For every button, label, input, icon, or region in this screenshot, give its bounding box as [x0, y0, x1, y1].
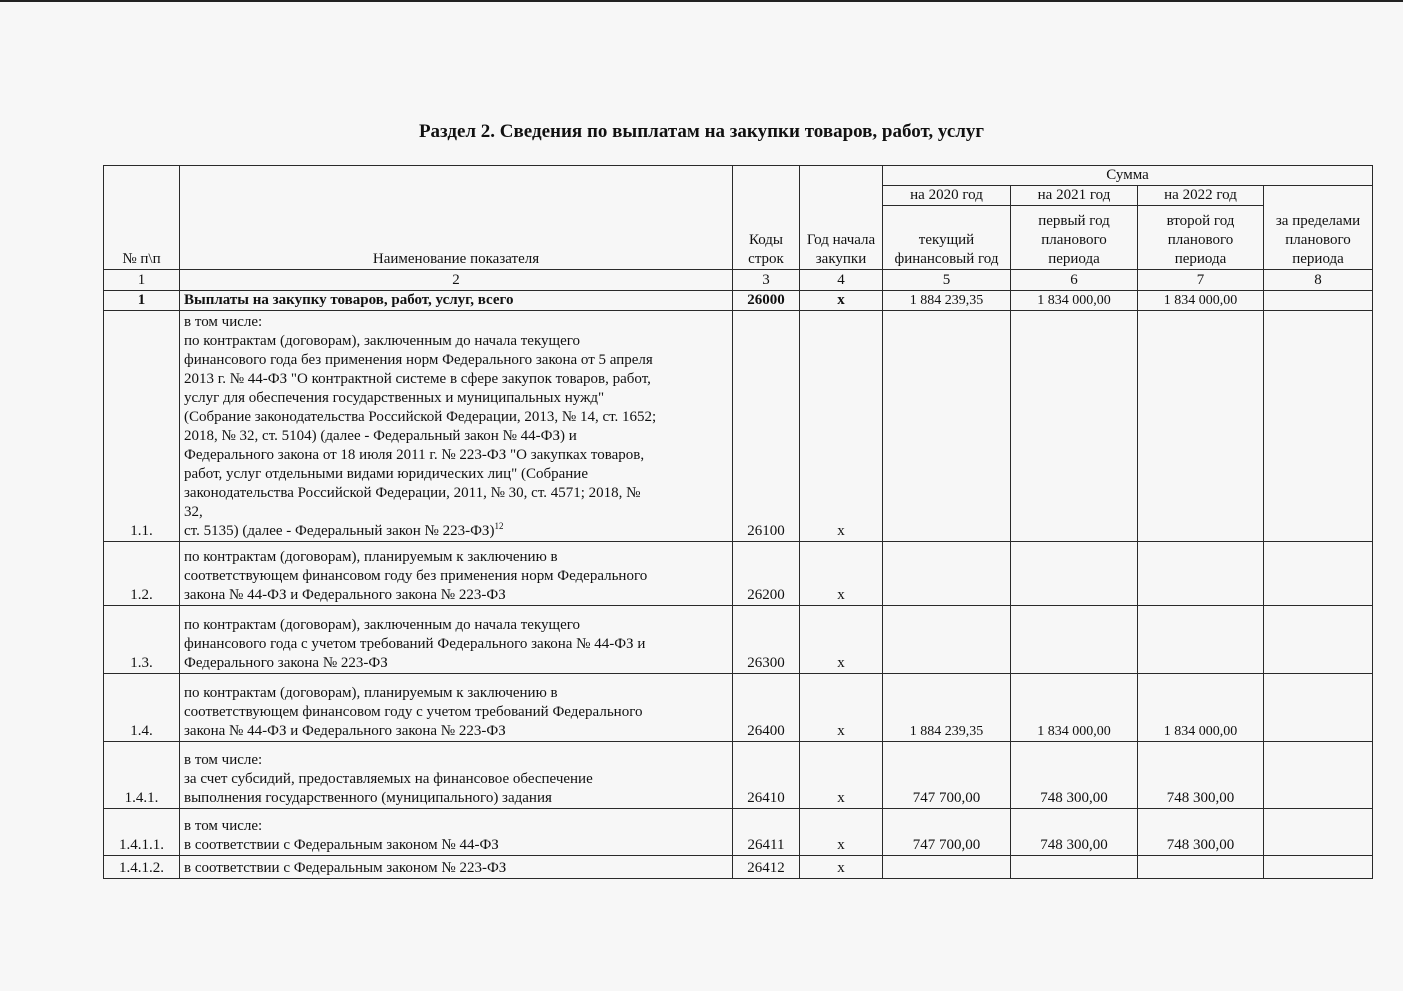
header-period-first: первый год планового периода — [1011, 206, 1138, 270]
row-sum-beyond — [1264, 742, 1373, 809]
table-row — [104, 856, 1373, 879]
row-name-line: финансового года с учетом требований Федерального закона № 44-ФЗ и — [184, 636, 646, 652]
row-name — [180, 291, 733, 311]
row-name — [180, 856, 733, 879]
row-sum-2020: 747 700,00 — [883, 809, 1011, 856]
row-start-year: x — [800, 856, 883, 879]
row-sum-2022 — [1138, 311, 1264, 542]
row-name-line: в соответствии с Федеральным законом № 223-ФЗ — [184, 860, 507, 876]
row-code: 26400 — [733, 674, 800, 742]
row-sum-2020 — [883, 606, 1011, 674]
row-sum-2020 — [883, 542, 1011, 606]
row-name — [180, 674, 733, 742]
row-sum-2022 — [1138, 856, 1264, 879]
row-code: 26000 — [733, 291, 800, 311]
row-start-year: x — [800, 542, 883, 606]
row-sum-beyond — [1264, 674, 1373, 742]
colnum-7: 7 — [1138, 270, 1264, 291]
row-name — [180, 606, 733, 674]
row-start-year: x — [800, 311, 883, 542]
colnum-3: 3 — [733, 270, 800, 291]
row-sum-2021: 1 834 000,00 — [1011, 291, 1138, 311]
row-sum-2021 — [1011, 606, 1138, 674]
row-sum-2020: 1 884 239,35 — [883, 291, 1011, 311]
row-number: 1.2. — [104, 542, 180, 606]
header-sum: Сумма — [883, 166, 1373, 186]
table-body — [104, 291, 1373, 879]
row-name-line: в соответствии с Федеральным законом № 44-ФЗ — [184, 837, 499, 853]
row-name — [180, 809, 733, 856]
row-sum-beyond — [1264, 311, 1373, 542]
header-beyond: за пределами планового периода — [1264, 186, 1373, 270]
row-number: 1.4.1.1. — [104, 809, 180, 856]
row-sum-2022: 748 300,00 — [1138, 809, 1264, 856]
purchases-table — [103, 165, 1373, 879]
colnum-4: 4 — [800, 270, 883, 291]
row-sum-2021: 1 834 000,00 — [1011, 674, 1138, 742]
row-code: 26410 — [733, 742, 800, 809]
row-sum-beyond — [1264, 606, 1373, 674]
row-name-line: Федерального закона от 18 июля 2011 г. № 223-ФЗ "О закупках товаров, — [184, 447, 645, 463]
row-sum-2021: 748 300,00 — [1011, 809, 1138, 856]
row-code: 26412 — [733, 856, 800, 879]
row-name-line: в том числе: — [184, 818, 263, 834]
table-row — [104, 606, 1373, 674]
row-sum-2022 — [1138, 606, 1264, 674]
row-start-year: x — [800, 606, 883, 674]
row-sum-2022: 1 834 000,00 — [1138, 674, 1264, 742]
row-sum-2020: 747 700,00 — [883, 742, 1011, 809]
row-name-line: соответствующем финансовом году с учетом требований Федерального — [184, 704, 643, 720]
page-top-edge — [0, 0, 1403, 2]
column-numbers-row — [104, 270, 1373, 291]
colnum-2: 2 — [180, 270, 733, 291]
header-period-current: текущий финансовый год — [883, 206, 1011, 270]
row-start-year: x — [800, 291, 883, 311]
row-name-line: соответствующем финансовом году без применения норм Федерального — [184, 568, 648, 584]
colnum-5: 5 — [883, 270, 1011, 291]
row-name-line: Федерального закона № 223-ФЗ — [184, 655, 388, 671]
row-sum-2021 — [1011, 856, 1138, 879]
row-sum-beyond — [1264, 542, 1373, 606]
row-name-line: 32, — [184, 504, 203, 520]
header-name: Наименование показателя — [180, 166, 733, 270]
row-name-line: (Собрание законодательства Российской Федерации, 2013, № 14, ст. 1652; — [184, 409, 657, 425]
colnum-8: 8 — [1264, 270, 1373, 291]
row-sum-2022 — [1138, 542, 1264, 606]
row-name — [180, 742, 733, 809]
row-sum-2020 — [883, 311, 1011, 542]
row-sum-2020: 1 884 239,35 — [883, 674, 1011, 742]
row-name — [180, 311, 733, 542]
row-name-line: по контрактам (договорам), планируемым к заключению в — [184, 685, 558, 701]
row-name-line: законодательства Российской Федерации, 2011, № 30, ст. 4571; 2018, № — [184, 485, 641, 501]
table-row — [104, 542, 1373, 606]
header-year: Год начала закупки — [800, 166, 883, 270]
row-number: 1.4. — [104, 674, 180, 742]
header-year-2020: на 2020 год — [883, 186, 1011, 206]
row-code: 26200 — [733, 542, 800, 606]
row-number: 1.3. — [104, 606, 180, 674]
table-row — [104, 809, 1373, 856]
row-name-line: финансового года без применения норм Федерального закона от 5 апреля — [184, 352, 653, 368]
row-name-line: за счет субсидий, предоставляемых на финансовое обеспечение — [184, 771, 593, 787]
row-code: 26300 — [733, 606, 800, 674]
row-start-year: x — [800, 674, 883, 742]
header-code: Коды строк — [733, 166, 800, 270]
row-name-line: закона № 44-ФЗ и Федерального закона № 223-ФЗ — [184, 587, 506, 603]
row-sum-2021: 748 300,00 — [1011, 742, 1138, 809]
row-name-line: услуг для обеспечения государственных и муниципальных нужд" — [184, 390, 605, 406]
row-sum-2021 — [1011, 542, 1138, 606]
row-name-line: 2013 г. № 44-ФЗ "О контрактной системе в сфере закупок товаров, работ, — [184, 371, 651, 387]
row-name-line: 2018, № 32, ст. 5104) (далее - Федеральный закон № 44-ФЗ) и — [184, 428, 577, 444]
row-sum-2020 — [883, 856, 1011, 879]
header-num: № п\п — [104, 166, 180, 270]
colnum-6: 6 — [1011, 270, 1138, 291]
row-sum-2022: 748 300,00 — [1138, 742, 1264, 809]
row-sum-beyond — [1264, 809, 1373, 856]
table-row — [104, 291, 1373, 311]
row-sum-beyond — [1264, 291, 1373, 311]
row-name-line: в том числе: — [184, 752, 263, 768]
table-row — [104, 674, 1373, 742]
table-row — [104, 311, 1373, 542]
row-number: 1.4.1.2. — [104, 856, 180, 879]
section-title: Раздел 2. Сведения по выплатам на закупки товаров, работ, услуг — [418, 121, 985, 142]
row-name-line: по контрактам (договорам), планируемым к заключению в — [184, 549, 558, 565]
row-name-line: выполнения государственного (муниципального) задания — [184, 790, 552, 806]
row-sum-2022: 1 834 000,00 — [1138, 291, 1264, 311]
row-number: 1.4.1. — [104, 742, 180, 809]
header-period-second: второй год планового периода — [1138, 206, 1264, 270]
row-start-year: x — [800, 809, 883, 856]
colnum-1: 1 — [104, 270, 180, 291]
row-sum-2021 — [1011, 311, 1138, 542]
row-code: 26100 — [733, 311, 800, 542]
row-code: 26411 — [733, 809, 800, 856]
header-year-2022: на 2022 год — [1138, 186, 1264, 206]
row-name-line: в том числе: — [184, 314, 263, 330]
footnote-ref: 12 — [494, 521, 504, 531]
row-name-line: по контрактам (договорам), заключенным до начала текущего — [184, 617, 581, 633]
row-number: 1 — [104, 291, 180, 311]
row-sum-beyond — [1264, 856, 1373, 879]
header-year-2021: на 2021 год — [1011, 186, 1138, 206]
row-name-line: ст. 5135) (далее - Федеральный закон № 223-ФЗ)$^{12}$ — [184, 521, 504, 539]
row-name-line: работ, услуг отдельными видами юридических лиц" (Собрание — [184, 466, 588, 482]
row-name — [180, 542, 733, 606]
row-name-line: закона № 44-ФЗ и Федерального закона № 223-ФЗ — [184, 723, 506, 739]
table-row — [104, 742, 1373, 809]
row-name-line: Выплаты на закупку товаров, работ, услуг, всего — [184, 292, 514, 308]
row-start-year: x — [800, 742, 883, 809]
row-number: 1.1. — [104, 311, 180, 542]
row-name-line: по контрактам (договорам), заключенным до начала текущего — [184, 333, 581, 349]
